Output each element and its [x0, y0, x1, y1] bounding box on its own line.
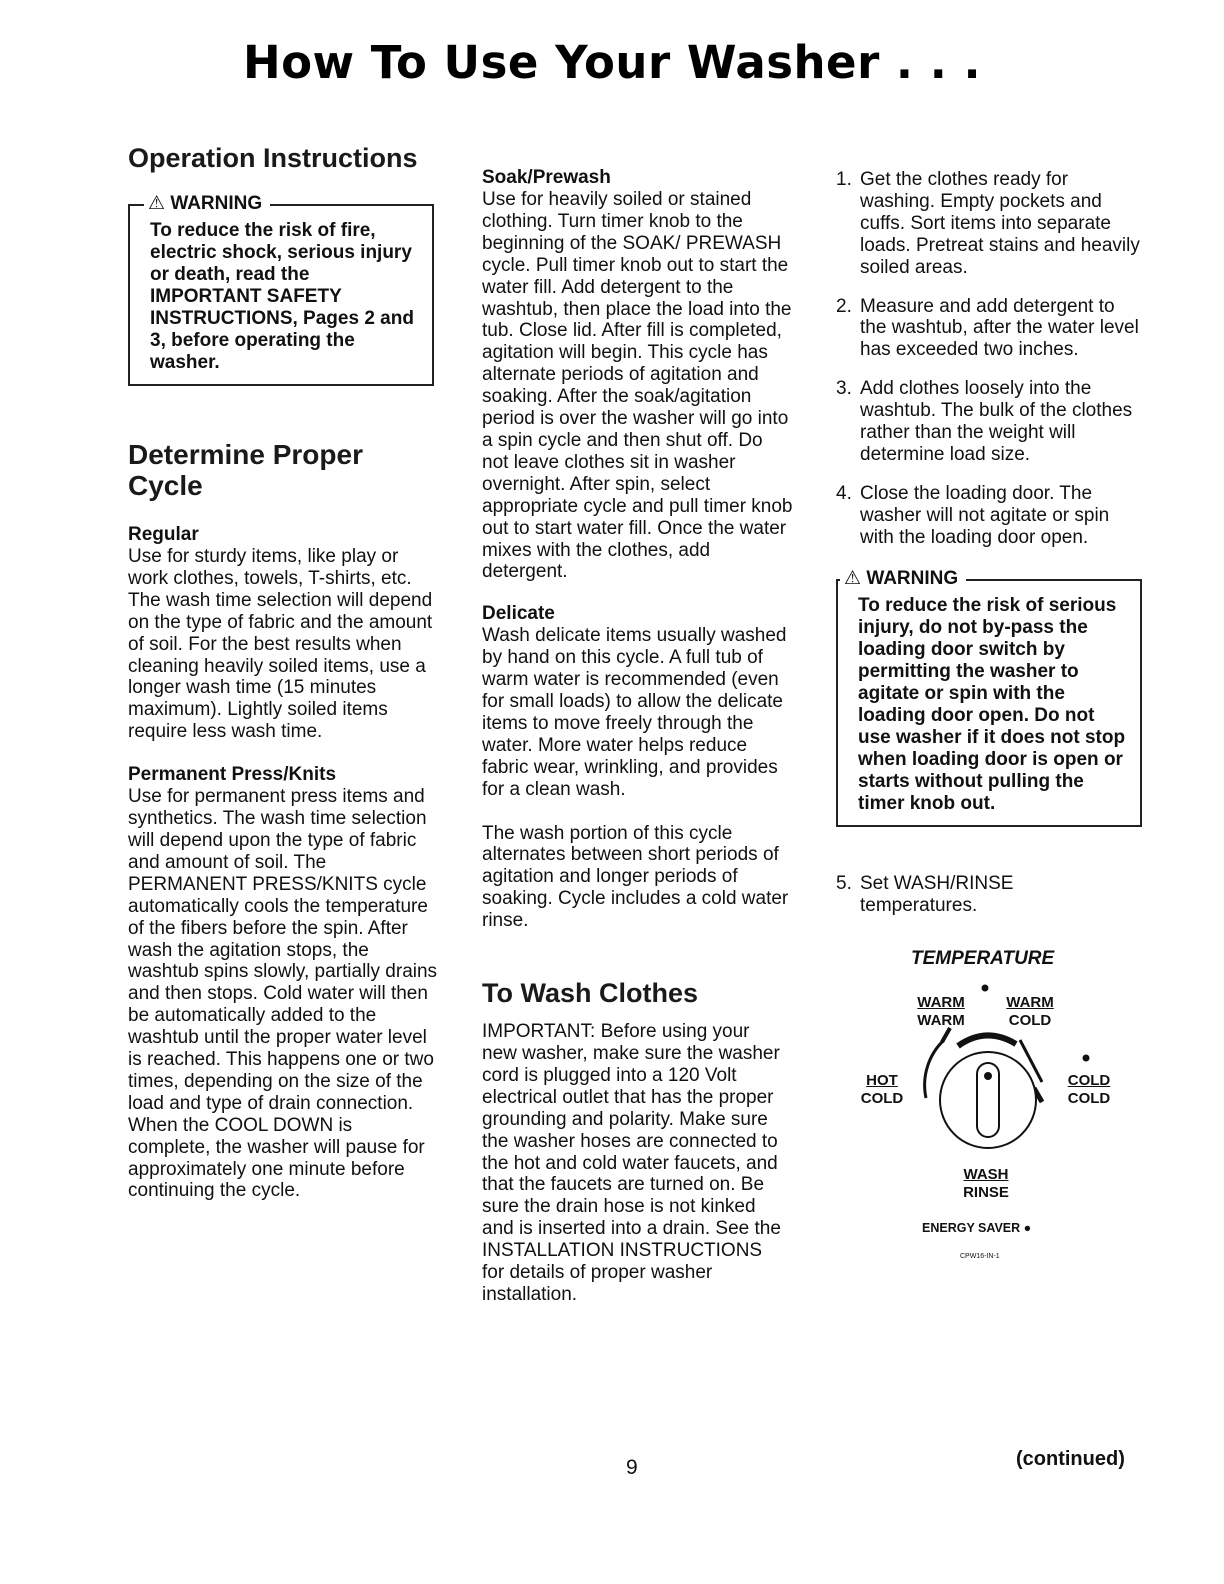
energy-saver-label: ENERGY SAVER ● — [922, 1221, 1032, 1235]
label-hot-cold: HOT COLD — [860, 1072, 904, 1107]
warning-triangle-icon: ⚠ — [844, 567, 862, 589]
delicate-title: Delicate — [482, 603, 555, 625]
temperature-title: TEMPERATURE — [911, 948, 1055, 969]
dial-pointer-dot — [984, 1072, 992, 1080]
dial-dot-top — [982, 985, 989, 992]
label-warm-warm: WARM WARM — [917, 994, 965, 1029]
step-item: 4. Close the loading door. The washer will not agitate or spin with the loading door open. — [836, 482, 1110, 548]
permanent-press-text: Use for permanent press items and synthetics. The wash time selection will depend upon the type of fabric and amount of soil. The PERMANENT PRESS/KNITS cycle automatically cools the temperature of the fibers before the spin. After wash the agitation stops, the washtub spins slowly, partially drains and then stops. Cold water will then be automatically added to the washtub until the proper water level is reached. This happens one or two times, depending on the size of the load and type of drain connection. When the COOL DOWN is complete, the washer will pause for approximately one minute before continuing the cycle. — [128, 786, 438, 1202]
warning-text: To reduce the risk of serious injury, do not by-pass the loading door switch by permitting the washer to agitate or spin with the loading door open. Do not use washer if it does not stop when loading door is open or starts without pulling the timer knob out. — [858, 594, 1126, 814]
warning-text: To reduce the risk of fire, electric shock, serious injury or death, read the IMPORTANT SAFETY INSTRUCTIONS, Pages 2 and 3, before operating the washer. — [150, 220, 414, 373]
figure-code: CPW16-IN-1 — [960, 1253, 1000, 1260]
warning-label: WARNING — [866, 567, 959, 589]
dial-arrow-left — [942, 1028, 950, 1042]
dial-dot-right — [1083, 1055, 1090, 1062]
wash-clothes-heading: To Wash Clothes — [482, 978, 698, 1009]
column-left — [128, 143, 438, 1202]
column-middle — [482, 167, 794, 1306]
page-title: How To Use Your Washer . . . — [242, 36, 982, 89]
regular-title: Regular — [128, 524, 199, 545]
permanent-press-title: Permanent Press/Knits — [128, 764, 337, 786]
warning-label: WARNING — [170, 193, 263, 214]
label-warm-cold: WARM COLD — [1006, 994, 1054, 1029]
dial-arc-top — [958, 1035, 1016, 1046]
label-wash-rinse: WASH RINSE — [963, 1166, 1009, 1201]
determine-heading: Determine Proper Cycle — [128, 439, 363, 501]
continued-label: (continued) — [1016, 1448, 1125, 1470]
operation-heading: Operation Instructions — [128, 143, 418, 173]
steps-list — [836, 169, 1146, 549]
step-item: 1. Get the clothes ready for washing. Empty pockets and cuffs. Sort items into separate loads. Pretreat stains and heavily soiled areas. — [836, 169, 1140, 278]
label-cold-cold: COLD COLD — [1067, 1072, 1111, 1107]
regular-text: Use for sturdy items, like play or work clothes, towels, T-shirts, etc. The wash time selection will depend on the type of fabric and the amount of soil. For the best results when cleaning heavily soiled items, use a longer wash time (15 minutes maximum). Lightly soiled items require less wash time. — [128, 546, 433, 743]
step-item: 2. Measure and add detergent to the washtub, after the water level has exceeded two inches. — [836, 295, 1139, 361]
delicate-text: Wash delicate items usually washed by hand on this cycle. A full tub of warm water is recommended (even for small loads) to allow the delicate items to move freely through the water. More water helps reduce fabric wear, wrinkling, and provides for a clean wash. — [482, 625, 787, 800]
warning-header — [144, 193, 270, 215]
delicate-text-2: The wash portion of this cycle alternates between short periods of agitation and longer periods of soaking. Cycle includes a cold water rinse. — [482, 822, 789, 932]
warning-box-safety — [128, 193, 434, 386]
soak-title: Soak/Prewash — [482, 167, 611, 188]
soak-text: Use for heavily soiled or stained clothing. Turn timer knob to the beginning of the SOAK/ PREWASH cycle. Pull timer knob out to start the water fill. Add detergent to the washtub, then place the load into the tub. Close lid. After fill is completed, agitation will begin. This cycle has alternate periods of agitation and soaking. After the soak/agitation period is over the washer will go into a spin cycle and then shut off. Do not leave clothes sit in washer overnight. After spin, select appropriate cycle and pull timer knob out to start water fill. Once the water mixes with the clothes, add detergent. — [482, 189, 793, 583]
warning-triangle-icon: ⚠ — [148, 193, 166, 214]
warning-box-door — [836, 567, 1142, 827]
page-number: 9 — [626, 1456, 638, 1479]
warning-header — [840, 568, 966, 590]
energy-saver-dot-icon: ● — [1023, 1221, 1032, 1235]
wash-clothes-text: IMPORTANT: Before using your new washer, make sure the washer cord is plugged into a 120 Volt electrical outlet that has the proper grounding and polarity. Make sure the washer hoses are connected to the hot and cold water faucets, and that the faucets are turned on. Be sure the drain hose is not kinked and is inserted into a drain. See the INSTALLATION INSTRUCTIONS for details of proper washer installation. — [482, 1021, 781, 1305]
steps-list-5 — [836, 873, 1146, 917]
column-right — [836, 169, 1146, 916]
step-item: 3. Add clothes loosely into the washtub. The bulk of the clothes rather than the weight will determine load size. — [836, 378, 1133, 465]
step-item: 5. Set WASH/RINSE temperatures. — [836, 872, 1014, 916]
temperature-dial-graphic — [890, 970, 1130, 1160]
